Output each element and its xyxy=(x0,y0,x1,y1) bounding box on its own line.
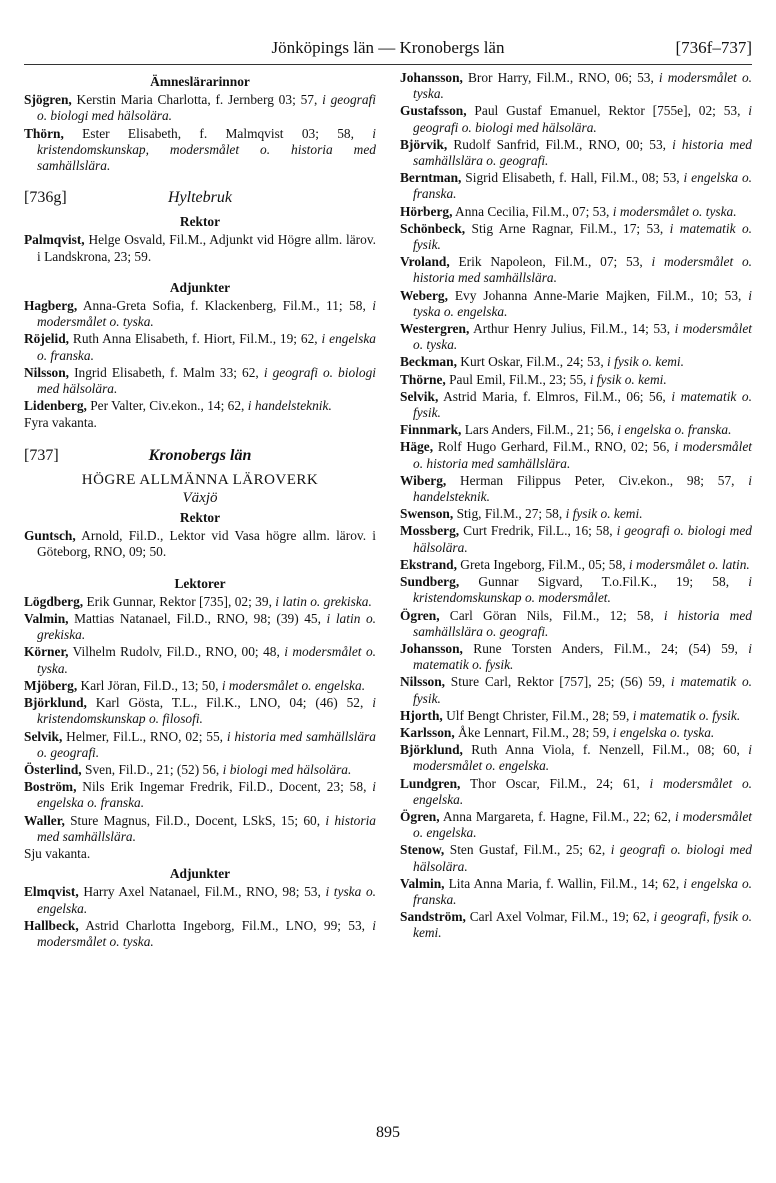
person-subjects: i engelska o. franska. xyxy=(37,331,376,363)
person-name: Weberg, xyxy=(400,287,448,303)
person-name: Vroland, xyxy=(400,254,450,270)
person-entry xyxy=(400,321,752,353)
entry-list xyxy=(24,92,376,174)
person-subjects: i modersmålet o. engelska. xyxy=(413,808,752,841)
person-name: Boström, xyxy=(24,779,77,795)
person-details: Erik Napoleon, Fil.M., 07; 53, xyxy=(449,254,652,270)
person-details: Stig Arne Ragnar, Fil.M., 17; 53, xyxy=(465,220,670,236)
person-name: Gustafsson, xyxy=(400,103,467,119)
person-entry xyxy=(400,473,752,505)
vacancy-note: Fyra vakanta. xyxy=(24,415,97,431)
person-entry xyxy=(400,137,752,169)
person-name: Elmqvist, xyxy=(24,884,79,900)
person-name: Valmin, xyxy=(24,611,69,627)
person-entry xyxy=(400,776,752,808)
person-details: Paul Emil, Fil.M., 23; 55, xyxy=(445,371,590,387)
person-subjects: i engelska o. franska. xyxy=(413,170,752,202)
person-entry xyxy=(400,641,752,673)
person-subjects: i modersmålet o. tyska. xyxy=(37,644,376,676)
person-details: Nils Erik Ingemar Fredrik, Fil.D., Docent, 23; 58, xyxy=(76,779,373,795)
person-details: Mattias Natanael, Fil.D., RNO, 98; (39) 45, xyxy=(68,611,327,627)
person-name: Mjöberg, xyxy=(24,677,78,693)
person-subjects: i historia med samhällslära. xyxy=(37,812,376,844)
person-entry xyxy=(24,884,376,916)
person-subjects: i modersmålet o. historia med samhällslära. xyxy=(413,254,752,286)
section-heading: Ämneslärarinnor xyxy=(150,74,250,89)
person-entry xyxy=(400,372,752,388)
person-details: Rune Torsten Anders, Fil.M., 24; (54) 59, xyxy=(462,640,749,656)
person-entry xyxy=(24,331,376,363)
person-name: Ögren, xyxy=(400,607,440,623)
person-details: Ulf Bengt Christer, Fil.M., 28; 59, xyxy=(442,707,633,723)
person-details: Carl Göran Nils, Fil.M., 12; 58, xyxy=(439,607,664,623)
person-subjects: i engelska o. tyska. xyxy=(612,724,715,740)
person-subjects: i matematik o. fysik. xyxy=(632,707,741,723)
person-name: Björklund, xyxy=(24,695,87,711)
person-name: Ögren, xyxy=(400,808,440,824)
section-heading: Adjunkter xyxy=(169,866,231,882)
person-entry xyxy=(400,254,752,286)
section-header xyxy=(24,188,376,210)
person-subjects: i historia med samhällslära o. geografi. xyxy=(37,728,376,760)
person-subjects: i geografi o. biologi med hälsolära. xyxy=(37,364,376,397)
person-name: Wiberg, xyxy=(400,472,447,488)
person-name: Björklund, xyxy=(400,742,463,758)
section-place: Hyltebruk xyxy=(168,189,232,207)
person-subjects: i modersmålet o. engelska. xyxy=(221,677,366,693)
entry-list xyxy=(24,298,376,414)
person-name: Schönbeck, xyxy=(400,220,466,236)
person-name: Berntman, xyxy=(400,170,462,186)
person-entry xyxy=(24,729,376,761)
person-details: Rudolf Sanfrid, Fil.M., RNO, 00; 53, xyxy=(447,136,673,152)
person-details: Curt Fredrik, Fil.L., 16; 58, xyxy=(459,523,617,539)
person-subjects: i tyska o. engelska. xyxy=(37,884,376,916)
person-name: Thörne, xyxy=(400,371,446,387)
person-entry xyxy=(24,528,376,560)
person-details: Sture Magnus, Fil.D., Docent, LSkS, 15; 60, xyxy=(64,812,326,828)
person-details: Arthur Henry Julius, Fil.M., 14; 53, xyxy=(469,321,675,337)
person-details: Åke Lennart, Fil.M., 28; 59, xyxy=(454,724,613,740)
person-name: Finnmark, xyxy=(400,422,462,438)
person-entry xyxy=(400,809,752,841)
person-subjects: i engelska o. franska. xyxy=(617,422,732,438)
person-name: Österlind, xyxy=(24,761,82,777)
person-entry xyxy=(24,779,376,811)
entry-list xyxy=(24,884,376,950)
person-entry xyxy=(400,725,752,741)
section-header xyxy=(24,446,376,468)
person-entry xyxy=(24,126,376,175)
person-entry xyxy=(400,557,752,573)
person-name: Hallbeck, xyxy=(24,917,79,933)
person-name: Hjorth, xyxy=(400,707,443,723)
header-rule xyxy=(24,64,752,65)
person-entry xyxy=(400,389,752,421)
person-entry xyxy=(24,365,376,397)
right-column xyxy=(400,70,752,943)
person-entry xyxy=(400,439,752,471)
person-subjects: i geografi o. biologi med hälsolära. xyxy=(37,92,376,124)
person-details: Harry Axel Natanael, Fil.M., RNO, 98; 53, xyxy=(78,884,326,900)
person-entry xyxy=(24,678,376,694)
person-name: Johansson, xyxy=(400,70,463,85)
person-subjects: i modersmålet o. tyska. xyxy=(37,298,376,330)
person-details: Herman Filippus Peter, Civ.ekon., 98; 57, xyxy=(446,472,749,488)
person-entry xyxy=(400,742,752,774)
person-name: Röjelid, xyxy=(24,331,70,347)
person-entry xyxy=(24,644,376,676)
person-details: Erik Gunnar, Rektor [735], 02; 39, xyxy=(83,593,276,609)
person-name: Johansson, xyxy=(400,640,463,656)
person-entry xyxy=(24,298,376,330)
person-entry xyxy=(24,813,376,845)
entry-list xyxy=(24,594,376,845)
person-subjects: i latin o. grekiska. xyxy=(275,593,372,609)
person-name: Häge, xyxy=(400,439,434,455)
person-entry xyxy=(400,708,752,724)
person-subjects: i engelska o. franska. xyxy=(37,779,376,811)
person-details: Gunnar Sigvard, T.o.Fil.K., 19; 58, xyxy=(459,574,749,590)
person-subjects: i matematik o. fysik. xyxy=(413,640,752,673)
person-subjects: i modersmålet o. tyska. xyxy=(612,203,737,219)
section-place: Kronobergs län xyxy=(148,446,252,464)
person-name: Karlsson, xyxy=(400,724,455,740)
person-name: Körner, xyxy=(24,644,69,660)
person-name: Hagberg, xyxy=(24,298,78,314)
person-subjects: i fysik o. kemi. xyxy=(589,371,667,387)
person-subjects: i modersmålet o. tyska. xyxy=(37,917,376,949)
person-entry xyxy=(400,354,752,370)
vacancy-note: Sju vakanta. xyxy=(24,845,91,861)
person-name: Beckman, xyxy=(400,354,457,370)
person-details: Lita Anna Maria, f. Wallin, Fil.M., 14; 62, xyxy=(444,875,684,891)
person-name: Lögdberg, xyxy=(24,593,84,609)
section-heading: Adjunkter xyxy=(169,279,231,295)
person-name: Waller, xyxy=(24,812,65,828)
person-subjects: i handelsteknik. xyxy=(247,398,332,414)
person-details: Karl Jöran, Fil.D., 13; 50, xyxy=(77,677,222,693)
person-entry xyxy=(400,506,752,522)
person-subjects: i modersmålet o. historia med samhällslära. xyxy=(413,439,752,471)
person-name: Mossberg, xyxy=(400,523,460,539)
person-subjects: i modersmålet o. tyska. xyxy=(413,70,752,102)
person-subjects: i modersmålet o. tyska. xyxy=(413,321,752,353)
person-details: Thor Oscar, Fil.M., 24; 61, xyxy=(460,775,650,791)
person-details: Carl Axel Volmar, Fil.M., 19; 62, xyxy=(465,909,654,925)
person-details: Sten Gustaf, Fil.M., 25; 62, xyxy=(444,842,611,858)
person-entry xyxy=(400,608,752,640)
person-name: Nilsson, xyxy=(400,674,446,690)
person-entry xyxy=(24,611,376,643)
person-subjects: i fysik o. kemi. xyxy=(565,506,643,522)
person-entry xyxy=(400,221,752,253)
person-subjects: i geografi o. biologi med hälsolära. xyxy=(413,523,752,555)
person-details: Ruth Anna Elisabeth, f. Hiort, Fil.M., 19; 62, xyxy=(69,331,322,347)
section-number: [736g] xyxy=(24,189,67,207)
person-subjects: i historia med samhällslära o. geografi. xyxy=(413,136,752,169)
person-entry xyxy=(400,523,752,555)
person-entry xyxy=(400,574,752,606)
person-entry xyxy=(400,842,752,874)
person-details: Vilhelm Rudolv, Fil.D., RNO, 00; 48, xyxy=(68,644,285,660)
person-name: Lundgren, xyxy=(400,775,461,791)
city-name: Växjö xyxy=(182,489,218,506)
person-subjects: i geografi, fysik o. kemi. xyxy=(413,909,752,941)
person-entry xyxy=(24,695,376,727)
person-subjects: i biologi med hälsolära. xyxy=(222,761,352,777)
person-entry xyxy=(400,909,752,941)
person-entry xyxy=(400,170,752,202)
person-name: Lidenberg, xyxy=(24,398,87,414)
person-subjects: i historia med samhällslära o. geografi. xyxy=(413,607,752,639)
section-heading: Rektor xyxy=(179,214,221,230)
person-details: Karl Gösta, T.L., Fil.K., LNO, 04; (46) 52, xyxy=(86,695,373,711)
person-details: Helge Osvald, Fil.M., Adjunkt vid Högre allm. lärov. i Landskrona, 23; 59. xyxy=(37,232,376,264)
person-name: Valmin, xyxy=(400,875,445,891)
person-details: Anna-Greta Sofia, f. Klackenberg, Fil.M., 11; 58, xyxy=(77,298,373,314)
person-details: Arnold, Fil.D., Lektor vid Vasa högre allm. lärov. i Göteborg, RNO, 09; 50. xyxy=(37,528,376,560)
person-name: Nilsson, xyxy=(24,364,70,380)
person-details: Sture Carl, Rektor [757], 25; (56) 59, xyxy=(445,674,671,690)
entry-list xyxy=(24,232,376,264)
person-name: Selvik, xyxy=(400,388,439,404)
entry-list xyxy=(24,528,376,560)
person-details: Astrid Charlotta Ingeborg, Fil.M., LNO, 99; 53, xyxy=(78,917,373,933)
person-details: Rolf Hugo Gerhard, Fil.M., RNO, 02; 56, xyxy=(433,439,675,455)
person-entry xyxy=(24,92,376,124)
person-subjects: i matematik o. fysik. xyxy=(413,388,752,421)
person-details: Anna Margareta, f. Hagne, Fil.M., 22; 62, xyxy=(439,808,676,824)
person-entry xyxy=(24,918,376,950)
person-entry xyxy=(400,288,752,320)
person-name: Ekstrand, xyxy=(400,556,457,572)
person-name: Sjögren, xyxy=(24,92,72,108)
person-subjects: i modersmålet o. engelska. xyxy=(413,742,752,774)
person-subjects: i modersmålet o. latin. xyxy=(628,556,750,572)
person-subjects: i modersmålet o. engelska. xyxy=(413,775,752,807)
person-details: Astrid Maria, f. Elmros, Fil.M., 06; 56, xyxy=(438,388,672,404)
person-details: Greta Ingeborg, Fil.M., 05; 58, xyxy=(456,556,629,572)
person-details: Paul Gustaf Emanuel, Rektor [755e], 02; 53, xyxy=(466,103,749,119)
person-details: Lars Anders, Fil.M., 21; 56, xyxy=(461,422,618,438)
running-title: Jönköpings län — Kronobergs län xyxy=(271,38,505,57)
person-entry xyxy=(400,103,752,135)
person-entry xyxy=(400,674,752,706)
person-entry xyxy=(400,204,752,220)
entry-list xyxy=(400,70,752,942)
page-reference: [736f–737] xyxy=(675,38,752,57)
page-number: 895 xyxy=(376,1124,400,1141)
person-details: Ingrid Elisabeth, f. Malm 33; 62, xyxy=(69,364,264,380)
person-subjects: i tyska o. engelska. xyxy=(413,287,752,319)
person-name: Palmqvist, xyxy=(24,232,85,248)
person-subjects: i handelsteknik. xyxy=(413,472,752,505)
person-details: Helmer, Fil.L., RNO, 02; 55, xyxy=(62,728,227,744)
person-name: Thörn, xyxy=(24,125,64,141)
person-details: Per Valter, Civ.ekon., 14; 62, xyxy=(86,398,248,414)
person-subjects: i geografi o. biologi med hälsolära. xyxy=(413,103,752,135)
person-name: Sandström, xyxy=(400,909,466,925)
person-name: Sundberg, xyxy=(400,574,460,590)
person-name: Swenson, xyxy=(400,506,454,522)
person-details: Bror Harry, Fil.M., RNO, 06; 53, xyxy=(462,70,659,85)
person-details: Ruth Anna Viola, f. Nenzell, Fil.M., 08; 60, xyxy=(462,742,749,758)
person-name: Westergren, xyxy=(400,321,470,337)
person-name: Björvik, xyxy=(400,136,448,152)
person-name: Hörberg, xyxy=(400,203,453,219)
school-title: HÖGRE ALLMÄNNA LÄROVERK xyxy=(81,471,319,488)
person-name: Guntsch, xyxy=(24,528,76,544)
person-subjects: i matematik o. fysik. xyxy=(413,674,752,706)
person-entry xyxy=(24,762,376,778)
person-entry xyxy=(24,398,376,414)
person-name: Stenow, xyxy=(400,842,445,858)
person-subjects: i engelska o. franska. xyxy=(413,875,752,907)
person-details: Kurt Oskar, Fil.M., 24; 53, xyxy=(456,354,608,370)
person-subjects: i geografi o. biologi med hälsolära. xyxy=(413,842,752,874)
person-details: Stig, Fil.M., 27; 58, xyxy=(453,506,566,522)
person-details: Ester Elisabeth, f. Malmqvist 03; 58, xyxy=(63,125,373,141)
person-subjects: i fysik o. kemi. xyxy=(607,354,685,370)
section-number: [737] xyxy=(24,446,59,464)
person-entry xyxy=(24,594,376,610)
section-heading: Rektor xyxy=(179,510,221,526)
person-subjects: i latin o. grekiska. xyxy=(37,611,376,643)
person-name: Selvik, xyxy=(24,728,63,744)
person-entry xyxy=(24,232,376,264)
person-details: Kerstin Maria Charlotta, f. Jernberg 03; 57, xyxy=(71,92,323,108)
page-header xyxy=(24,38,752,62)
person-subjects: i kristendomskunskap o. modersmålet. xyxy=(413,574,752,606)
person-details: Sigrid Elisabeth, f. Hall, Fil.M., 08; 53, xyxy=(461,170,684,186)
person-entry xyxy=(400,422,752,438)
person-entry xyxy=(400,70,752,102)
person-subjects: i kristendomskunskap, modersmålet o. historia med samhällslära. xyxy=(37,125,376,174)
person-subjects: i kristendomskunskap o. filosofi. xyxy=(37,695,376,727)
person-details: Evy Johanna Anne-Marie Majken, Fil.M., 10; 53, xyxy=(447,287,749,303)
person-subjects: i matematik o. fysik. xyxy=(413,220,752,253)
person-details: Anna Cecilia, Fil.M., 07; 53, xyxy=(452,203,613,219)
section-heading: Lektorer xyxy=(174,575,226,591)
left-column xyxy=(24,70,376,951)
person-details: Sven, Fil.D., 21; (52) 56, xyxy=(81,761,223,777)
person-entry xyxy=(400,876,752,908)
